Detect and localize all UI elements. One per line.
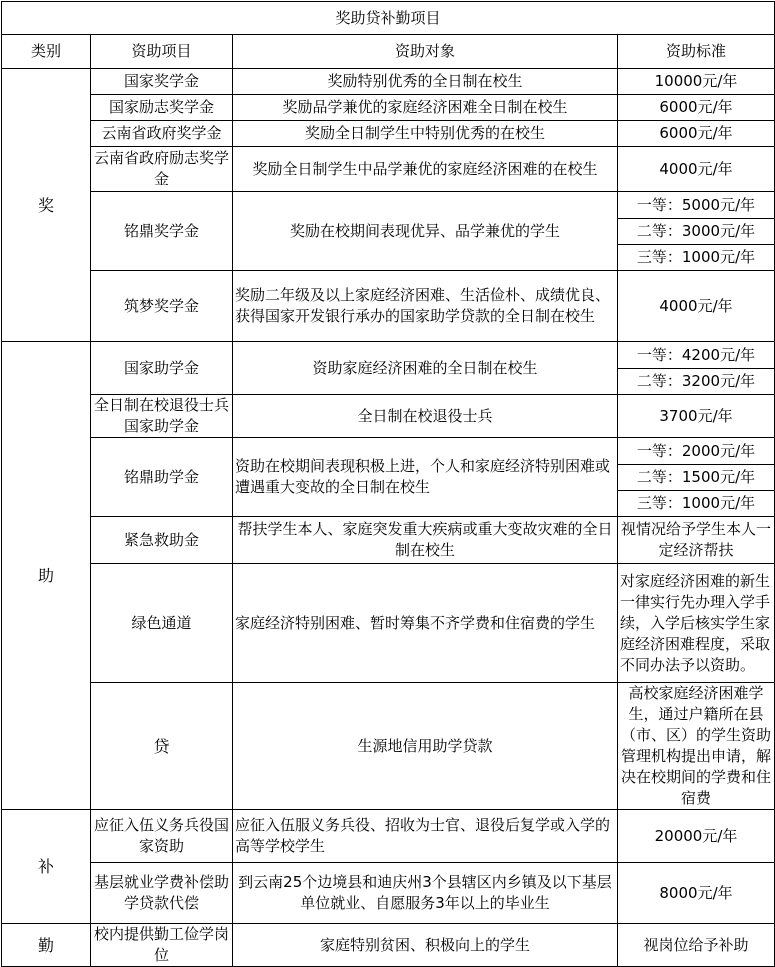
- item-name: 生源地信用助学贷款: [233, 683, 618, 810]
- table-row: [2, 683, 775, 810]
- item-target: 到云南25个边境县和迪庆州3个县辖区内乡镇及以下基层单位就业、自愿服务3年以上的毕业生: [233, 863, 618, 924]
- item-name: 校内提供勤工俭学岗位: [91, 924, 233, 967]
- header-standard: 资助标准: [618, 35, 775, 69]
- header-category: 类别: [2, 35, 91, 69]
- item-target: 资助家庭经济困难的全日制在校生: [233, 342, 618, 395]
- table-row: [2, 271, 775, 342]
- item-target: 帮扶学生本人、家庭突发重大疾病或重大变故灾难的全日制在校生: [233, 517, 618, 564]
- item-target: 奖励品学兼优的家庭经济困难全日制在校生: [233, 95, 618, 121]
- header-target: 资助对象: [233, 35, 618, 69]
- item-target: 应征入伍服义务兵役、招收为士官、退役后复学或入学的高等学校学生: [233, 810, 618, 863]
- item-standard: 20000元/年: [618, 810, 775, 863]
- item-name: 全日制在校退役士兵国家助学金: [91, 395, 233, 438]
- item-standard: 4000元/年: [618, 147, 775, 192]
- table-row: [2, 69, 775, 95]
- item-target: 高校家庭经济困难学生，通过户籍所在县（市、区）的学生资助管理机构提出申请，解决在校期间的学费和住宿费: [618, 683, 775, 810]
- title-row: [2, 2, 775, 35]
- item-standard-tier-2: 二等：3000元/年: [618, 219, 775, 245]
- table-row: [2, 517, 775, 564]
- item-standard: 6000元/年: [618, 95, 775, 121]
- item-target: 奖励全日制学生中品学兼优的家庭经济困难的在校生: [233, 147, 618, 192]
- table-row: [2, 863, 775, 924]
- item-standard-tier-2: 二等：1500元/年: [618, 465, 775, 491]
- header-item: 资助项目: [91, 35, 233, 69]
- item-standard-tier-1: 一等：2000元/年: [618, 438, 775, 465]
- item-standard: 4000元/年: [618, 271, 775, 342]
- item-name: 国家助学金: [91, 342, 233, 395]
- item-standard-tier-1: 一等：4200元/年: [618, 342, 775, 369]
- item-standard: 6000元/年: [618, 121, 775, 147]
- table-title: 奖助贷补勤项目: [2, 2, 775, 35]
- item-name: 铭鼎奖学金: [91, 192, 233, 271]
- item-target: 奖励特别优秀的全日制在校生: [233, 69, 618, 95]
- item-name: 云南省政府奖学金: [91, 121, 233, 147]
- table-row: [2, 438, 775, 465]
- table-row: [2, 121, 775, 147]
- item-name: 国家奖学金: [91, 69, 233, 95]
- table-row: [2, 924, 775, 967]
- item-target: 资助在校期间表现积极上进，个人和家庭经济特别困难或遭遇重大变故的全日制在校生: [233, 438, 618, 517]
- item-standard: 对家庭经济困难的新生一律实行先办理入学手续，入学后核实学生家庭经济困难程度，采取不同办法予以资助。: [618, 564, 775, 683]
- table-row: [2, 395, 775, 438]
- item-standard: 视岗位给予补助: [618, 924, 775, 967]
- item-name: 绿色通道: [91, 564, 233, 683]
- item-standard: 视情况给予学生本人一定经济帮扶: [618, 517, 775, 564]
- item-standard-tier-3: 三等：1000元/年: [618, 491, 775, 517]
- item-standard: 10000元/年: [618, 69, 775, 95]
- category-zhu: 助: [2, 342, 91, 810]
- item-standard-tier-3: 三等：1000元/年: [618, 245, 775, 271]
- item-name: 紧急救助金: [91, 517, 233, 564]
- table-row: [2, 147, 775, 192]
- table-row: [2, 810, 775, 863]
- item-target: 奖励二年级及以上家庭经济困难、生活俭朴、成绩优良、获得国家开发银行承办的国家助学贷款的全日制在校生: [233, 271, 618, 342]
- table-row: [2, 95, 775, 121]
- item-name: 云南省政府励志奖学金: [91, 147, 233, 192]
- item-name: 基层就业学费补偿助学贷款代偿: [91, 863, 233, 924]
- item-name: 应征入伍义务兵役国家资助: [91, 810, 233, 863]
- item-name: 国家励志奖学金: [91, 95, 233, 121]
- category-dai: 贷: [91, 683, 233, 810]
- category-qin: 勤: [2, 924, 91, 967]
- item-name: 筑梦奖学金: [91, 271, 233, 342]
- item-target: 奖励全日制学生中特别优秀的在校生: [233, 121, 618, 147]
- item-target: 家庭特别贫困、积极向上的学生: [233, 924, 618, 967]
- item-standard: 8000元/年: [618, 863, 775, 924]
- aid-programs-table: [1, 1, 775, 967]
- table-row: [2, 192, 775, 219]
- category-jiang: 奖: [2, 69, 91, 342]
- item-target: 家庭经济特别困难、暂时筹集不齐学费和住宿费的学生: [233, 564, 618, 683]
- item-target: 全日制在校退役士兵: [233, 395, 618, 438]
- item-target: 奖励在校期间表现优异、品学兼优的学生: [233, 192, 618, 271]
- item-standard-tier-1: 一等：5000元/年: [618, 192, 775, 219]
- table-row: [2, 564, 775, 683]
- item-name: 铭鼎助学金: [91, 438, 233, 517]
- table-row: [2, 342, 775, 369]
- item-standard: 3700元/年: [618, 395, 775, 438]
- category-bu: 补: [2, 810, 91, 924]
- header-row: [2, 35, 775, 69]
- item-standard-tier-2: 二等：3200元/年: [618, 369, 775, 395]
